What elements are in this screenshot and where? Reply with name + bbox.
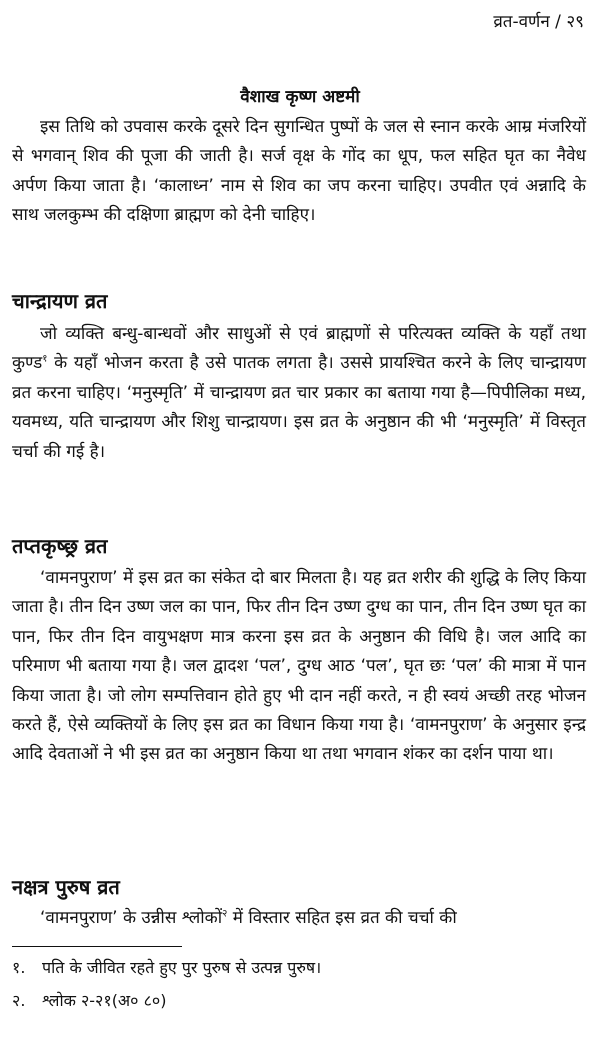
footnote-number: २. bbox=[12, 991, 26, 1010]
paragraph-text: के यहाँ भोजन करता है उसे पातक लगता है। उससे प्रायश्चित करने के लिए चान्द्रायण व्रत करना चाहिए। ‘मनुस्मृति’ में चान्द्रायण व्रत चार प्रकार का बताया गया है—पिपीलिका मध्य, यवमध्य, यति चान्द्रायण और शिशु चान्द्रायण। इस व्रत के अनुष्ठान की भी ‘मनुस्मृति’ में विस्तृत चर्चा की गई है। bbox=[12, 353, 586, 462]
footnote-2 bbox=[12, 988, 586, 1014]
paragraph-text: ‘वामनपुराण’ के उन्नीस श्लोकों bbox=[40, 908, 223, 928]
section-paragraph-nakshatra bbox=[12, 904, 586, 933]
footnote-mark: २ bbox=[222, 908, 228, 920]
section-title-vaishakh-krishna-ashtami: वैशाख कृष्ण अष्टमी bbox=[240, 87, 360, 107]
section-heading-nakshatra-purush-vrat: नक्षत्र पुरुष व्रत bbox=[12, 875, 120, 899]
footnote-mark: १ bbox=[42, 353, 48, 365]
paragraph-text: में विस्तार सहित इस व्रत की चर्चा की bbox=[227, 908, 457, 928]
section-paragraph-taptakrichchhra: ‘वामनपुराण’ में इस व्रत का संकेत दो बार मिलता है। यह व्रत शरीर की शुद्धि के लिए किया जाता है। तीन दिन उष्ण जल का पान, फिर तीन दिन उष्ण दुग्ध का पान, तीन दिन उष्ण घृत का पान, फिर तीन दिन वायुभक्षण मात्र करना इस व्रत के अनुष्ठान की विधि है। जल आदि का परिमाण भी बताया गया है। जल द्वादश ‘पल’, दुग्ध आठ ‘पल’, घृत छः ‘पल’ की मात्रा में पान किया जाता है। जो लोग सम्पत्तिवान होते हुए भी दान नहीं करते, न ही स्वयं अच्छी तरह भोजन करते हैं, ऐसे व्यक्तियों के लिए इस व्रत का विधान किया गया है। ‘वामनपुराण’ के अनुसार इन्द्र आदि देवताओं ने भी इस व्रत का अनुष्ठान किया था तथा भगवान शंकर का दर्शन पाया था। bbox=[12, 568, 586, 765]
footnote-divider bbox=[12, 946, 182, 947]
paragraph-text: जो व्यक्ति बन्धु-बान्धवों और साधुओं से एवं ब्राह्मणों से परित्यक्त व्यक्ति के यहाँ तथा कुण्ड bbox=[12, 324, 586, 374]
section-paragraph-chandrayan bbox=[12, 320, 586, 467]
section-paragraph-vaishakh: इस तिथि को उपवास करके दूसरे दिन सुगन्धित पुष्पों के जल से स्नान करके आम्र मंजरियों से भगवान् शिव की पूजा की जाती है। सर्ज वृक्ष के गोंद का धूप, फल सहित घृत का नैवेध अर्पण किया जाता है। ‘कालाध्न’ नाम से शिव का जप करना चाहिए। उपवीत एवं अन्नादि के साथ जलकुम्भ की दक्षिणा ब्राह्मण को देनी चाहिए। bbox=[12, 117, 586, 226]
section-heading-taptakrichchhra-vrat: तप्तकृष्छ्र व्रत bbox=[12, 534, 108, 558]
footnote-text: पति के जीवित रहते हुए पुर पुरुष से उत्पन्न पुरुष। bbox=[42, 958, 322, 977]
running-head: व्रत-वर्णन / २९ bbox=[493, 12, 584, 32]
footnote-text: श्लोक २-२१(अ० ८०) bbox=[42, 991, 167, 1010]
footnote-number: १. bbox=[12, 958, 26, 977]
footnote-1 bbox=[12, 955, 586, 981]
section-heading-chandrayan-vrat: चान्द्रायण व्रत bbox=[12, 289, 108, 313]
